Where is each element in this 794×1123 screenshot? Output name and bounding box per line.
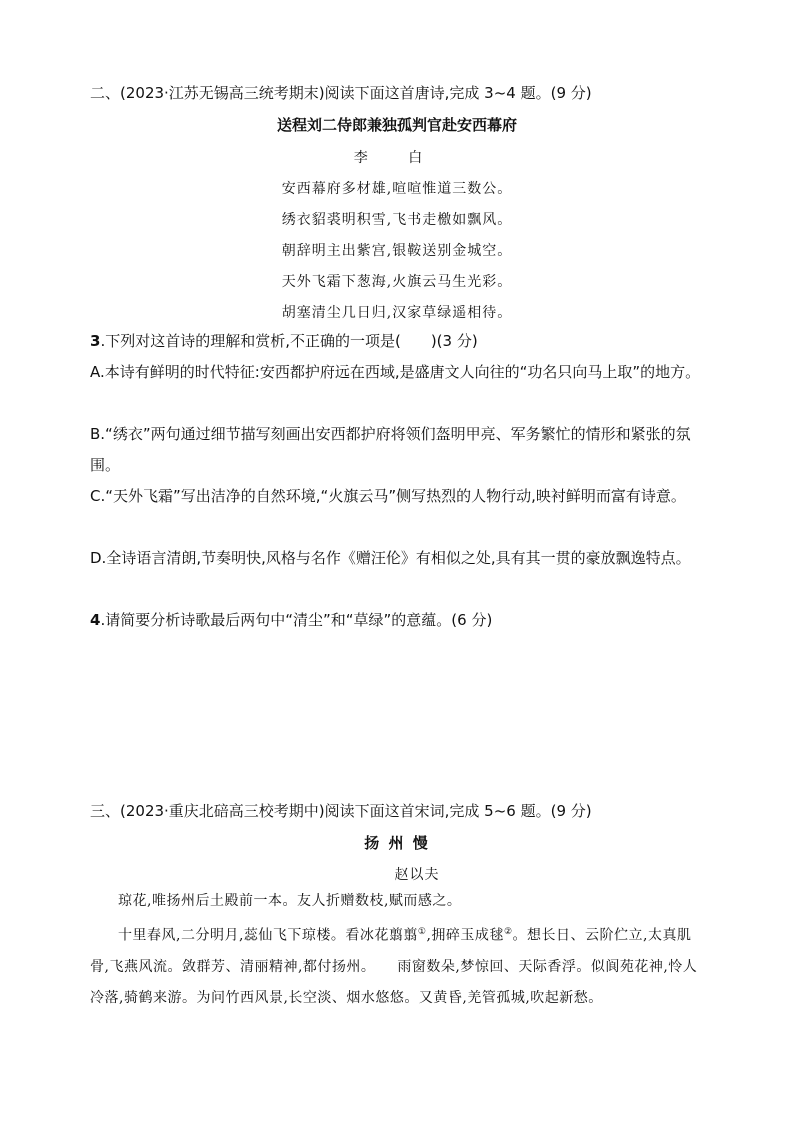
option-c: C.“天外飞霜”写出洁净的自然环境,“火旗云马”侧写热烈的人物行动,映衬鲜明而富有诗意。 <box>90 487 686 505</box>
option-b: B.“绣衣”两句通过细节描写刻画出安西都护府将领们盔明甲亮、军务繁忙的情形和紧张的氛围。 <box>90 425 691 474</box>
footnote-ref-1: ① <box>417 927 427 937</box>
poem-title-song: 扬 州 慢 <box>364 834 430 852</box>
ci-preface: 琼花,唯扬州后土殿前一本。友人折赠数枝,赋而感之。 <box>118 893 462 909</box>
section-3-header: 三、(2023·重庆北碚高三校考期中)阅读下面这首宋词,完成 5~6 题。(9 分) <box>90 802 592 820</box>
question-4-number: 4 <box>90 611 101 629</box>
ci-body-part-1: 十里春风,二分明月,蕊仙飞下琼楼。看冰花翦翦 <box>118 927 418 944</box>
question-3-number: 3 <box>90 332 101 350</box>
ci-body <box>90 917 710 1014</box>
poem-line-2: 绣衣貂裘明积雪,飞书走檄如飘风。 <box>281 212 513 228</box>
question-3-stem <box>90 326 710 357</box>
poem-author-zhao-yifu: 赵以夫 <box>394 867 440 883</box>
ci-body-part-2: ,拥碎玉成毬 <box>426 927 504 944</box>
poem-line-4: 天外飞霜下葱海,火旗云马生光彩。 <box>281 274 513 290</box>
ci-body-part-3: 。想长日、云阶伫立,太真肌骨,飞燕风流。敛群芳、清丽精神,都付扬州。 雨窗数朵,梦惊回、天际香浮。似阆苑花神,怜人冷落,骑鹤来游。为问竹西风景,长空淡、烟水悠悠。又黄昏,羌管孤城,吹起新愁。 <box>90 927 698 1006</box>
question-4-stem <box>90 605 710 636</box>
poem-line-3: 朝辞明主出紫宫,银鞍送别金城空。 <box>281 243 513 259</box>
footnote-ref-2: ② <box>503 927 513 937</box>
poem-author-li-bai: 李 白 <box>353 150 441 166</box>
poem-line-5: 胡塞清尘几日归,汉家草绿遥相待。 <box>281 305 513 321</box>
question-3-text: .下列对这首诗的理解和赏析,不正确的一项是( )(3 分) <box>100 332 478 350</box>
section-2-header: 二、(2023·江苏无锡高三统考期末)阅读下面这首唐诗,完成 3~4 题。(9 分) <box>90 84 592 102</box>
poem-title-tang: 送程刘二侍郎兼独孤判官赴安西幕府 <box>276 116 517 134</box>
option-a: A.本诗有鲜明的时代特征:安西都护府远在西域,是盛唐文人向往的“功名只向马上取”的地方。 <box>90 363 701 381</box>
poem-line-1: 安西幕府多材雄,喧喧惟道三数公。 <box>281 181 513 197</box>
option-d: D.全诗语言清朗,节奏明快,风格与名作《赠汪伦》有相似之处,具有其一贯的豪放飘逸特点。 <box>90 549 691 567</box>
question-4-text: .请简要分析诗歌最后两句中“清尘”和“草绿”的意蕴。(6 分) <box>100 611 493 629</box>
